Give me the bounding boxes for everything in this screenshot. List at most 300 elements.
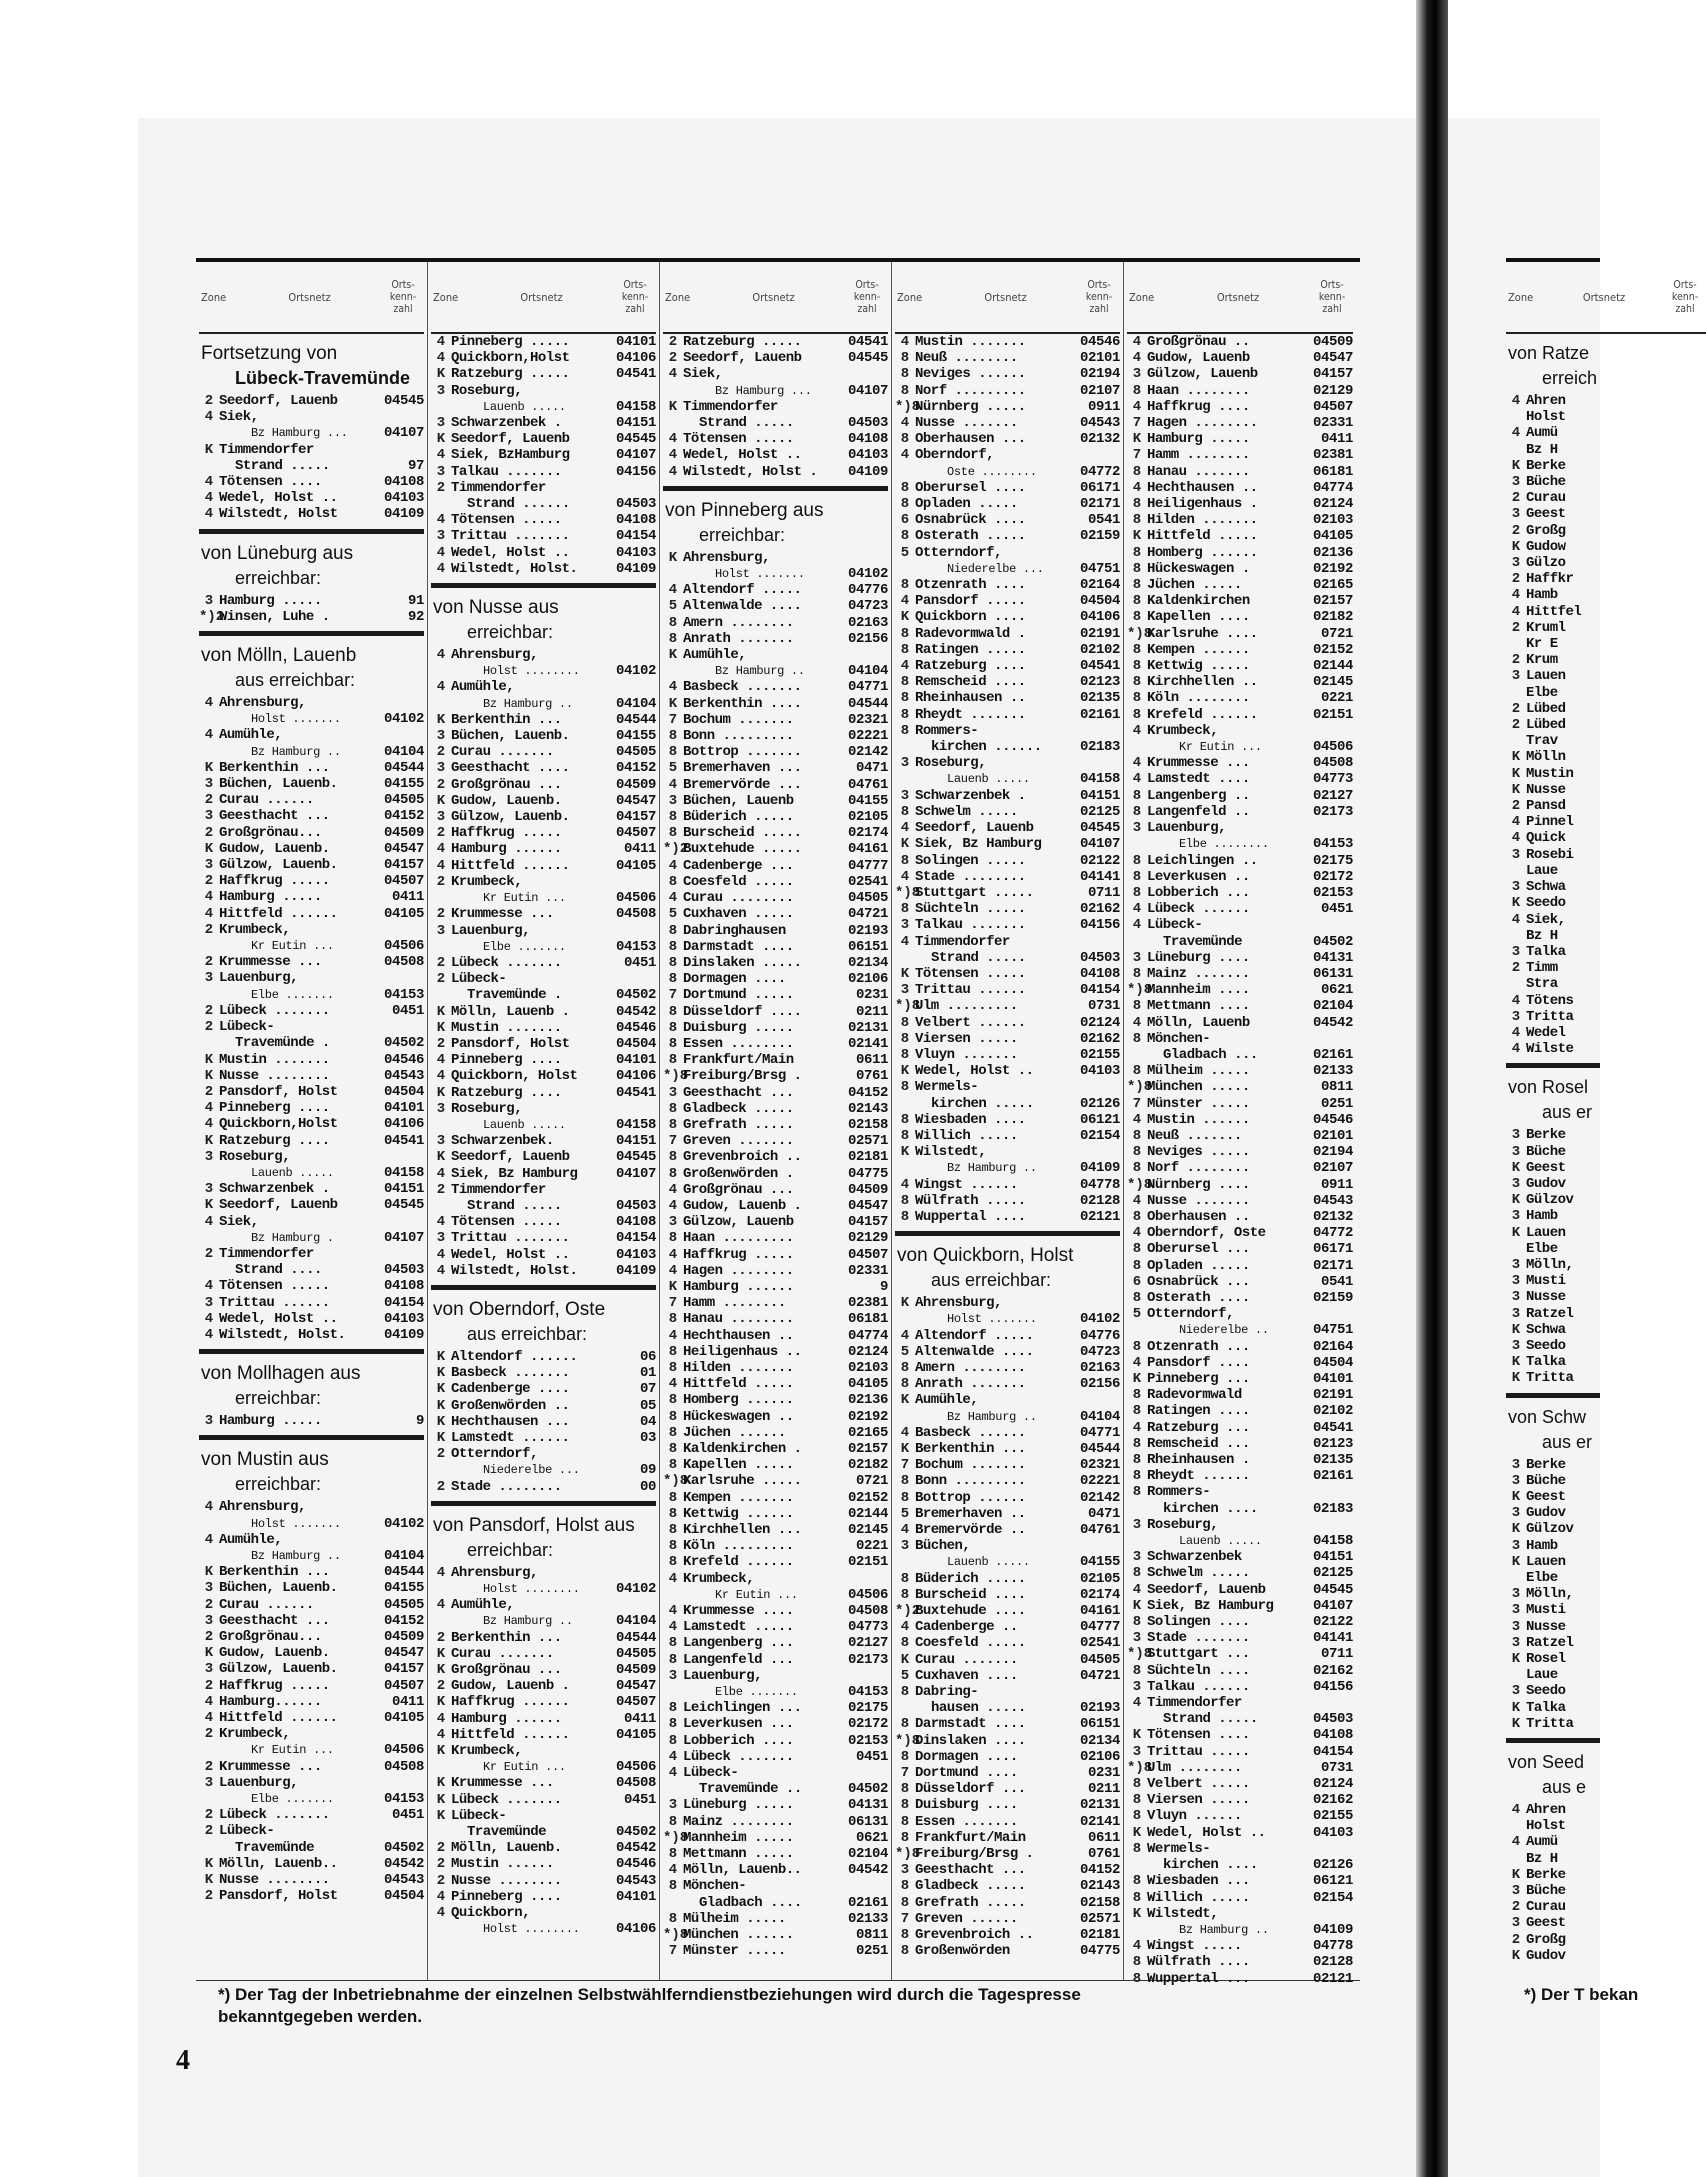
- place-name: Karlsruhe ....: [1147, 625, 1258, 642]
- zone-value: 4: [668, 1327, 678, 1344]
- area-code: 02145: [847, 1522, 888, 1539]
- place-name: Burscheid .....: [683, 825, 802, 842]
- area-code: [1656, 1700, 1706, 1716]
- place-name: Bz Hamburg ..: [483, 1614, 573, 1629]
- zone-value: K: [668, 398, 678, 415]
- area-code: 04544: [615, 711, 656, 728]
- directory-row: [199, 1840, 424, 1856]
- directory-row: [431, 366, 656, 382]
- directory-row: [895, 1668, 1120, 1684]
- directory-row: [663, 1846, 888, 1862]
- place-name: Großgrönau ..: [1147, 334, 1250, 350]
- place-name: Süchteln .....: [915, 901, 1026, 918]
- area-code: 04774: [847, 1327, 888, 1344]
- zone-value: 7: [668, 711, 678, 728]
- place-name: Stade ........: [915, 868, 1026, 885]
- area-code: [606, 1565, 656, 1581]
- place-name: Buxtehude ....: [915, 1603, 1026, 1620]
- place-name: Hittfeld ......: [451, 857, 570, 874]
- area-code: 04103: [847, 447, 888, 464]
- area-code: [1070, 545, 1120, 561]
- section-heading: von Mollhagen aus: [201, 1363, 361, 1385]
- place-name: Lauenb .....: [483, 399, 566, 414]
- area-code: 04108: [383, 1278, 424, 1295]
- directory-row: [431, 480, 656, 496]
- directory-row: [895, 1490, 1120, 1506]
- area-code: 02182: [1312, 609, 1353, 626]
- place-name: Tötensen .....: [915, 965, 1026, 982]
- zone-value: 3: [204, 1181, 214, 1198]
- place-name: Trittau .......: [451, 1230, 570, 1247]
- zone-value: 4: [900, 593, 910, 610]
- zone-value: 8: [1132, 1776, 1142, 1793]
- directory-row: [895, 1749, 1120, 1765]
- place-name: Geest: [1526, 1159, 1566, 1176]
- area-code: 9: [879, 1278, 888, 1295]
- place-name: Timm: [1526, 960, 1558, 977]
- zone-value: [1127, 1501, 1147, 1517]
- directory-row: [199, 841, 424, 857]
- area-code: 04157: [383, 857, 424, 874]
- place-name: Büche: [1526, 1143, 1566, 1160]
- zone-value: 8: [1132, 1403, 1142, 1420]
- directory-row: [663, 825, 888, 841]
- header-code-line: Orts-: [1087, 279, 1111, 291]
- place-name: Willich .....: [915, 1127, 1018, 1144]
- zone-value: 4: [668, 366, 678, 383]
- area-code: 02151: [1312, 706, 1353, 723]
- place-name: Holst ........: [483, 664, 580, 679]
- area-code: 04: [639, 1413, 656, 1430]
- zone-value: 2: [436, 873, 446, 890]
- directory-row: [1127, 561, 1353, 577]
- area-code: 02171: [1312, 1257, 1353, 1274]
- directory-row: [1127, 836, 1353, 852]
- zone-value: 8: [668, 971, 678, 988]
- place-name: Siek,: [219, 1213, 259, 1230]
- area-code: 02381: [1312, 447, 1353, 464]
- zone-value: 3: [1511, 1634, 1521, 1651]
- zone-value: 4: [1511, 992, 1521, 1009]
- zone-value: *)2: [199, 608, 225, 625]
- directory-row: [1506, 1932, 1706, 1948]
- directory-row: [663, 1473, 888, 1489]
- area-code: [606, 1743, 656, 1759]
- directory-row: [1506, 1176, 1706, 1192]
- place-name: Altendorf .....: [683, 582, 802, 599]
- zone-value: [431, 696, 451, 712]
- area-code: 02173: [1312, 803, 1353, 820]
- area-code: 04507: [1312, 398, 1353, 415]
- zone-value: 8: [900, 1030, 910, 1047]
- place-name: Pansdorf ....: [1147, 1354, 1250, 1371]
- area-code: 04547: [847, 1197, 888, 1214]
- area-code: [1656, 1009, 1706, 1025]
- area-code: [1303, 1906, 1353, 1922]
- place-name: Aumühle,: [451, 1597, 515, 1614]
- directory-row: [1127, 1954, 1353, 1970]
- zone-value: 3: [436, 760, 446, 777]
- zone-value: [1127, 1922, 1147, 1938]
- section-divider: [199, 631, 424, 636]
- place-name: Strand .....: [1163, 1711, 1258, 1728]
- directory-row: [895, 1587, 1120, 1603]
- place-name: Basbeck ......: [915, 1424, 1026, 1441]
- area-code: 04723: [847, 598, 888, 615]
- area-code: [1656, 458, 1706, 474]
- area-code: [1656, 1322, 1706, 1338]
- page-number: 4: [176, 2045, 190, 2076]
- directory-row: [663, 1911, 888, 1927]
- zone-value: 8: [1132, 1954, 1142, 1971]
- place-name: Krummesse ...: [219, 1758, 322, 1775]
- zone-value: *)8: [895, 884, 921, 901]
- directory-row: [1127, 1177, 1353, 1193]
- directory-row: [431, 939, 656, 955]
- directory-row: [431, 431, 656, 447]
- zone-value: K: [900, 1063, 910, 1080]
- area-code: 04543: [383, 1067, 424, 1084]
- area-code: [1656, 1932, 1706, 1948]
- directory-row: [663, 939, 888, 955]
- zone-value: 4: [436, 1726, 446, 1743]
- place-name: Wiesbaden ...: [1147, 1873, 1250, 1890]
- directory-column: [428, 262, 660, 1980]
- zone-value: K: [436, 792, 446, 809]
- place-name: Ahrensburg,: [219, 1499, 306, 1516]
- place-name: Gülzow, Lauenb.: [219, 857, 338, 874]
- right-top-margin: [1448, 0, 1600, 118]
- directory-row: [1506, 944, 1706, 960]
- zone-value: 8: [668, 1424, 678, 1441]
- place-name: Kempen .......: [683, 1489, 794, 1506]
- place-name: Pansd: [1526, 798, 1566, 815]
- area-code: 04506: [847, 1586, 888, 1603]
- directory-row: [663, 777, 888, 793]
- zone-value: 2: [436, 1840, 446, 1857]
- zone-value: 4: [668, 582, 678, 599]
- place-name: Mölln, Lauenb: [1147, 1014, 1250, 1031]
- zone-value: 8: [668, 1522, 678, 1539]
- directory-row: [199, 409, 424, 425]
- area-code: 04509: [383, 1628, 424, 1645]
- area-code: [1070, 755, 1120, 771]
- directory-row: [199, 987, 424, 1003]
- area-code: [1656, 1818, 1706, 1834]
- directory-row: [431, 1905, 656, 1921]
- directory-row: [1506, 1306, 1706, 1322]
- directory-row: [663, 1214, 888, 1230]
- place-name: Wülfrath .....: [915, 1192, 1026, 1209]
- directory-row: [1506, 490, 1706, 506]
- place-name: Lamstedt ......: [451, 1429, 570, 1446]
- area-code: 02162: [1312, 1662, 1353, 1679]
- area-code: 04153: [383, 986, 424, 1003]
- directory-row: [1127, 1614, 1353, 1630]
- place-name: Wedel, Holst ..: [1147, 1824, 1266, 1841]
- zone-value: 4: [1511, 603, 1521, 620]
- place-name: Grefrath .....: [683, 1116, 794, 1133]
- directory-row: [1506, 1009, 1706, 1025]
- place-name: Seedorf, Lauenb: [219, 393, 338, 409]
- zone-value: K: [1511, 1715, 1521, 1732]
- area-code: 04156: [615, 463, 656, 480]
- directory-row: [1127, 950, 1353, 966]
- directory-row: [1127, 1841, 1353, 1857]
- directory-row: [663, 1652, 888, 1668]
- zone-value: 4: [1132, 1938, 1142, 1955]
- directory-row: [895, 1943, 1120, 1959]
- header-zone: Zone: [433, 290, 459, 304]
- zone-value: [895, 1700, 915, 1716]
- place-name: Lübeck .......: [219, 1807, 330, 1824]
- directory-row: [1127, 1128, 1353, 1144]
- place-name: Siek, Bz Hamburg: [915, 836, 1042, 853]
- area-code: [1656, 1554, 1706, 1570]
- place-name: Solingen ....: [1147, 1614, 1250, 1631]
- directory-row: [1127, 1420, 1353, 1436]
- place-name: Nürnberg .....: [915, 398, 1026, 415]
- area-code: 04103: [383, 1310, 424, 1327]
- area-code: 02541: [1079, 1635, 1120, 1652]
- directory-row: [895, 1830, 1120, 1846]
- area-code: [1656, 1289, 1706, 1305]
- directory-row: [663, 955, 888, 971]
- place-name: Trittau .......: [451, 528, 570, 545]
- area-code: 04107: [1079, 836, 1120, 853]
- place-name: Pinneberg ....: [219, 1100, 330, 1117]
- zone-value: *)8: [1127, 1759, 1153, 1776]
- directory-row: [663, 1117, 888, 1133]
- area-code: 02162: [1312, 1792, 1353, 1809]
- place-name: Ratzeburg ....: [219, 1132, 330, 1149]
- directory-row: [895, 1144, 1120, 1160]
- area-code: 0221: [1320, 690, 1353, 707]
- place-name: Hagen ........: [1147, 415, 1258, 432]
- place-name: Ratzeburg ....: [915, 658, 1026, 675]
- place-name: Trittau .....: [1147, 1743, 1250, 1760]
- directory-row: [199, 1100, 424, 1116]
- directory-row: [199, 1165, 424, 1181]
- place-name: Osnabrück ...: [1147, 1273, 1250, 1290]
- section-subheading: erreichbar:: [235, 1474, 322, 1495]
- area-code: 04508: [615, 906, 656, 923]
- zone-value: 4: [1511, 1834, 1521, 1851]
- place-name: Hechthausen ..: [683, 1327, 794, 1344]
- directory-row: [895, 431, 1120, 447]
- directory-row: [1127, 982, 1353, 998]
- place-name: Wilste: [1526, 1041, 1574, 1058]
- header-code-line: kenn-: [1085, 291, 1113, 303]
- directory-row: [1127, 626, 1353, 642]
- place-name: Wedel, Holst ..: [219, 1310, 338, 1327]
- directory-row: [431, 350, 656, 366]
- directory-row: [1127, 1792, 1353, 1808]
- place-name: Lauen: [1526, 1553, 1566, 1570]
- directory-row: [663, 1522, 888, 1538]
- directory-row: [1506, 1554, 1706, 1570]
- zone-value: *)8: [663, 1473, 689, 1490]
- place-name: Bz Hamburg ..: [251, 744, 341, 759]
- area-code: 04545: [615, 431, 656, 448]
- directory-row: [1127, 1711, 1353, 1727]
- zone-value: 4: [1511, 587, 1521, 604]
- zone-value: K: [436, 1413, 446, 1430]
- directory-row: [199, 1548, 424, 1564]
- area-code: 04107: [383, 1229, 424, 1246]
- area-code: 02181: [1079, 1927, 1120, 1944]
- place-name: Ratzel: [1526, 1305, 1574, 1322]
- zone-value: 4: [1511, 911, 1521, 928]
- place-name: Gülzow, Lauenb.: [451, 809, 570, 826]
- zone-value: 8: [900, 1489, 910, 1506]
- place-name: Travemünde: [235, 1839, 315, 1856]
- directory-row: [895, 901, 1120, 917]
- zone-value: 3: [668, 792, 678, 809]
- zone-value: 3: [436, 728, 446, 745]
- zone-value: 8: [668, 1100, 678, 1117]
- directory-row: [895, 1344, 1120, 1360]
- place-name: Quickborn, Holst: [451, 1068, 578, 1085]
- zone-value: [431, 496, 451, 512]
- place-name: Wedel, Holst ..: [915, 1063, 1034, 1080]
- section-subheading: aus erreichbar:: [931, 1270, 1052, 1291]
- place-name: Büchen, Lauenb.: [219, 776, 338, 793]
- area-code: 02192: [1312, 560, 1353, 577]
- zone-value: K: [668, 549, 678, 566]
- zone-value: [895, 771, 915, 787]
- place-name: Bz H: [1526, 441, 1558, 458]
- place-name: Kirchhellen ...: [683, 1522, 802, 1539]
- zone-value: [199, 458, 219, 474]
- zone-value: K: [1511, 1370, 1521, 1387]
- area-code: [374, 1019, 424, 1035]
- directory-row: [199, 1214, 424, 1230]
- directory-row: [199, 1116, 424, 1132]
- zone-value: K: [436, 1381, 446, 1398]
- header-ortsnetz: Ortsnetz: [1216, 290, 1260, 304]
- area-code: [606, 647, 656, 663]
- place-name: kirchen ....: [1163, 1500, 1258, 1517]
- directory-row: [1127, 1825, 1353, 1841]
- zone-value: 8: [900, 852, 910, 869]
- area-code: 04106: [615, 1068, 656, 1085]
- place-name: Seedo: [1526, 895, 1566, 912]
- area-code: 04101: [615, 1052, 656, 1069]
- zone-value: K: [436, 1084, 446, 1101]
- place-name: Lamstedt ....: [1147, 771, 1250, 788]
- directory-row: [1127, 399, 1353, 415]
- place-name: Elbe .......: [483, 939, 566, 954]
- place-name: Leichlingen ..: [1147, 852, 1258, 869]
- directory-row: [1127, 1371, 1353, 1387]
- zone-value: 8: [1132, 1970, 1142, 1987]
- directory-row: [1506, 1716, 1706, 1732]
- directory-row: [199, 954, 424, 970]
- directory-row: [895, 804, 1120, 820]
- area-code: 04153: [383, 1791, 424, 1808]
- directory-row: [663, 1344, 888, 1360]
- zone-value: 3: [1132, 1549, 1142, 1566]
- zone-value: 8: [1132, 803, 1142, 820]
- directory-row: [431, 663, 656, 679]
- area-code: 02135: [1079, 690, 1120, 707]
- area-code: 04542: [847, 1862, 888, 1879]
- directory-row: [895, 1328, 1120, 1344]
- zone-value: K: [668, 647, 678, 664]
- area-code: 04721: [1079, 1667, 1120, 1684]
- directory-row: [1127, 1209, 1353, 1225]
- zone-value: [895, 1409, 915, 1425]
- zone-value: 3: [1511, 1337, 1521, 1354]
- area-code: 0221: [855, 1538, 888, 1555]
- directory-row: [1127, 1452, 1353, 1468]
- area-code: 06171: [1079, 479, 1120, 496]
- area-code: 04503: [615, 1197, 656, 1214]
- directory-row: [663, 1684, 888, 1700]
- directory-row: [663, 1716, 888, 1732]
- place-name: Holst ........: [483, 1582, 580, 1596]
- zone-value: 4: [436, 1888, 446, 1905]
- place-name: Aumühle,: [219, 727, 283, 744]
- directory-row: [431, 1462, 656, 1478]
- area-code: [1070, 1295, 1120, 1311]
- directory-row: [199, 1499, 424, 1515]
- place-name: Cadenberge ...: [683, 857, 794, 874]
- zone-value: 8: [668, 922, 678, 939]
- area-code: 0451: [391, 1807, 424, 1824]
- zone-value: [199, 1516, 219, 1532]
- place-name: Tötensen .....: [683, 431, 794, 448]
- zone-value: 7: [668, 1295, 678, 1312]
- area-code: [1656, 1208, 1706, 1224]
- place-name: Jüchen .....: [1147, 577, 1242, 594]
- zone-value: [431, 1581, 451, 1597]
- area-code: 04104: [615, 1613, 656, 1630]
- zone-value: 2: [204, 1245, 214, 1262]
- area-code: [374, 1775, 424, 1791]
- directory-row: [895, 1177, 1120, 1193]
- place-name: Basbeck .......: [451, 1365, 570, 1382]
- directory-row: [199, 393, 424, 409]
- directory-row: [895, 1733, 1120, 1749]
- area-code: [606, 923, 656, 939]
- zone-value: K: [436, 711, 446, 728]
- area-code: [1656, 879, 1706, 895]
- area-code: 02101: [1312, 1127, 1353, 1144]
- zone-value: 3: [1511, 1208, 1521, 1225]
- directory-row: [431, 1365, 656, 1381]
- area-code: 02121: [1312, 1970, 1353, 1987]
- place-name: Bochum .......: [683, 711, 794, 728]
- place-name: Rheinhausen ..: [915, 690, 1026, 707]
- directory-row: [1127, 1322, 1353, 1338]
- directory-row: [663, 1311, 888, 1327]
- zone-value: 8: [900, 1716, 910, 1733]
- zone-value: 3: [1511, 1472, 1521, 1489]
- directory-row: [431, 1711, 656, 1727]
- directory-row: [431, 987, 656, 1003]
- area-code: 04157: [615, 809, 656, 826]
- zone-value: [1506, 1851, 1526, 1867]
- zone-value: 8: [900, 1781, 910, 1798]
- zone-value: 2: [204, 1888, 214, 1905]
- place-name: Lauenburg,: [1147, 820, 1227, 837]
- area-code: [1070, 1144, 1120, 1160]
- directory-row: [1127, 1598, 1353, 1614]
- zone-value: K: [1132, 1371, 1142, 1387]
- directory-row: [431, 1230, 656, 1246]
